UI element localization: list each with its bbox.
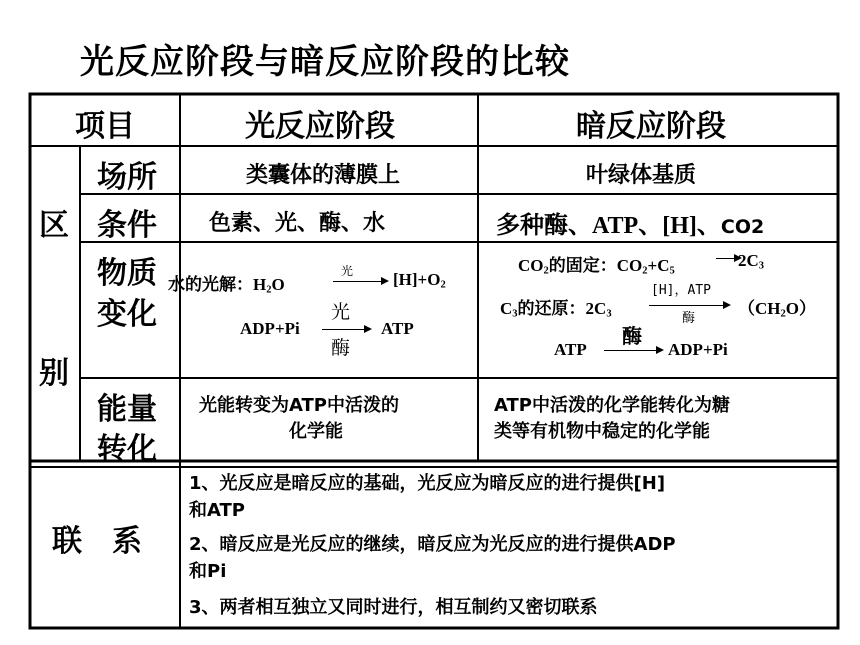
place-light: 类囊体的薄膜上 — [246, 163, 401, 188]
adp-arrow — [322, 329, 370, 330]
atp-left: ATP — [554, 340, 587, 359]
energy-light-line2: 化学能 — [289, 421, 343, 442]
atp-right: ADP+Pi — [668, 340, 728, 359]
energy-dark-line1: ATP中活泼的化学能转化为糖 — [494, 395, 731, 416]
reduction-arrow — [649, 305, 729, 306]
energy-label-1: 能量 — [97, 392, 157, 427]
reduction-product: $(CH_2O)$ — [738, 299, 816, 320]
energy-light-line1: 光能转变为ATP中活泼的 — [199, 395, 400, 416]
fixation-arrow — [716, 258, 740, 259]
photolysis-product: $[H]+O_2$ — [393, 270, 446, 291]
relation-item-1a: 1、光反应是暗反应的基础，光反应为暗反应的进行提供[H] — [189, 473, 666, 494]
reduction-enzyme: 酶 — [682, 311, 696, 326]
relation-item-1b: 和ATP — [189, 500, 246, 521]
photolysis-equation: 水的光解：$H_2O$ — [168, 275, 285, 296]
atp-condition-top: 酶 — [622, 324, 642, 348]
page-title: 光反应阶段与暗反应阶段的比较 — [80, 42, 570, 82]
header-dark: 暗反应阶段 — [576, 109, 726, 144]
relation-item-3: 3、两者相互独立又同时进行，相互制约又密切联系 — [189, 597, 598, 618]
matter-label-2: 变化 — [97, 297, 157, 332]
reduction-equation: $C_3$的还原：$2C_3$ — [500, 299, 612, 320]
photolysis-condition: 光 — [341, 264, 354, 278]
adp-condition-bottom: 酶 — [331, 337, 351, 359]
relation-item-2b: 和Pi — [189, 561, 227, 582]
energy-label-2: 转化 — [97, 432, 157, 467]
place-label: 场所 — [97, 160, 157, 195]
relation-item-2a: 2、暗反应是光反应的继续，暗反应为光反应的进行提供ADP — [189, 534, 676, 555]
adp-condition-top: 光 — [331, 301, 351, 323]
fixation-equation: $CO_2$的固定：$CO_2+C_5$ — [518, 256, 675, 277]
condition-dark: 多种酶、ATP、[H]、CO2 — [496, 213, 765, 239]
reduction-condition: [H]，ATP — [651, 283, 711, 298]
diff-label-bottom: 别 — [39, 356, 69, 391]
photolysis-arrow — [333, 281, 387, 282]
condition-label: 条件 — [97, 208, 157, 243]
fixation-product: $2C_3$ — [738, 251, 765, 272]
header-item: 项目 — [75, 109, 135, 144]
condition-light: 色素、光、酶、水 — [209, 211, 386, 236]
adp-right: ATP — [381, 319, 414, 338]
energy-dark-line2: 类等有机物中稳定的化学能 — [494, 421, 710, 442]
relation-label: 联 系 — [52, 524, 142, 559]
diff-label-top: 区 — [39, 208, 69, 243]
place-dark: 叶绿体基质 — [586, 163, 697, 188]
atp-arrow — [604, 350, 662, 351]
adp-left: ADP+Pi — [240, 319, 300, 338]
matter-label-1: 物质 — [97, 256, 157, 291]
header-light: 光反应阶段 — [245, 109, 395, 144]
